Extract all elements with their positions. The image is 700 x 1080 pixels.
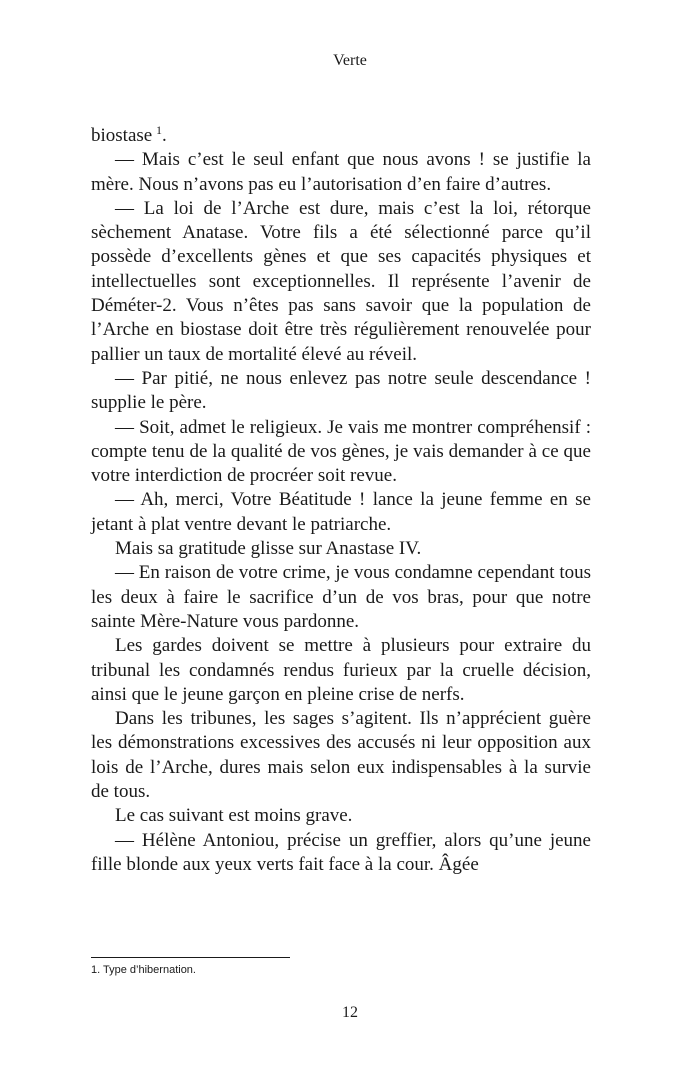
paragraph: — Mais c’est le seul enfant que nous avons ! se justifie la mère. Nous n’avons pas eu l’autorisation d’en faire d’autres. [91,149,591,195]
paragraph: Le cas suivant est moins grave. [115,805,353,827]
page-number: 12 [342,1004,358,1021]
paragraph: — Ah, merci, Votre Béatitude ! lance la jeune femme en se jetant à plat ventre devant le patriarche. [91,489,591,535]
paragraph: — En raison de votre crime, je vous condamne cependant tous les deux à faire le sacrifice d’un de vos bras, pour que notre sainte Mère-Nature vous pardonne. [91,562,591,632]
paragraph: — Hélène Antoniou, précise un greffier, alors qu’une jeune fille blonde aux yeux verts fait face à la cour. Âgée [91,829,591,875]
paragraph: — Par pitié, ne nous enlevez pas notre seule descendance ! supplie le père. [91,367,591,414]
continuation-text: biostase [91,125,153,146]
paragraph-continuation [91,124,591,148]
paragraph: Les gardes doivent se mettre à plusieurs pour extraire du tribunal les condamnés rendus furieux par la cruelle décision, ainsi que le jeune garçon en pleine crise de nerfs. [91,635,591,705]
continuation-period: . [162,125,167,146]
paragraph: — Soit, admet le religieux. Je vais me montrer compréhensif : compte tenu de la qualité de vos gènes, je vais demander à ce que votre interdiction de procréer soit revue. [91,416,591,487]
footnote-separator [91,957,290,958]
running-header: Verte [333,52,367,69]
paragraph: Mais sa gratitude glisse sur Anastase IV. [115,538,422,560]
body-text [91,124,591,877]
paragraph: — La loi de l’Arche est dure, mais c’est la loi, rétorque sèchement Anatase. Votre fils a été sélectionné parce qu’il possède d’excellents gènes et que ses capacités physiques et intellectuelles sont exceptionnelles. Il représente l’avenir de Déméter-2. Vous n’êtes pas sans savoir que la population de l’Arche en biostase doit être très régulièrement renouvelée pour pallier un taux de mortalité élevé au réveil. [91,197,591,365]
footnote-reference[interactable]: 1 [156,123,163,137]
footnote: 1. Type d’hibernation. [91,964,196,976]
paragraph: Dans les tribunes, les sages s’agitent. Ils n’apprécient guère les démonstrations excessives des accusés ni leur opposition aux lois de l’Arche, dures mais selon eux indispensables à la survie de tous. [91,708,591,803]
